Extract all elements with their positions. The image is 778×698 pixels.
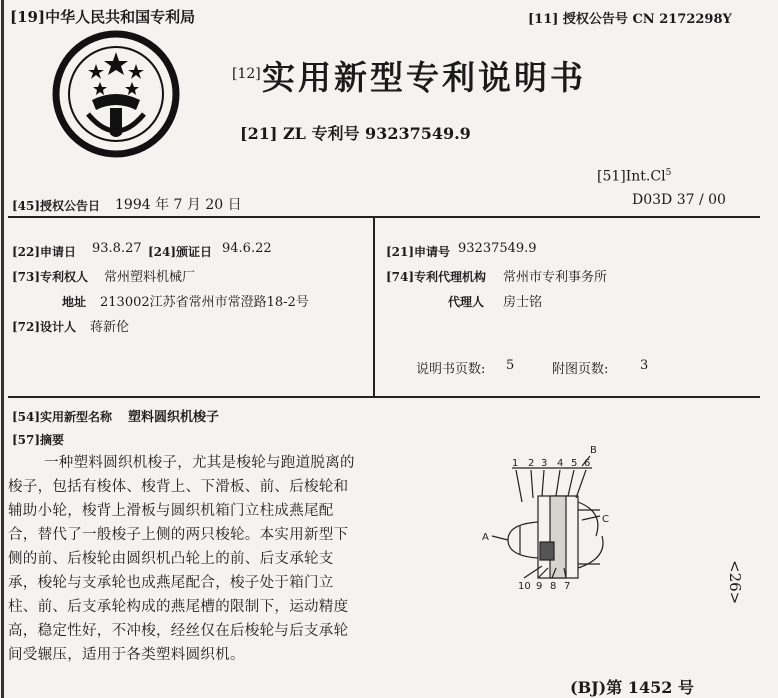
agency-label: [74]专利代理机构	[386, 270, 487, 284]
int-cl-edition: 5	[665, 168, 672, 178]
rule-middle	[373, 216, 375, 396]
application-date-label: [22]申请日	[12, 245, 77, 259]
agent-label: 代理人	[448, 295, 485, 309]
abstract-line: 侧的前、后梭轮由圆织机凸轮上的前、后支承轮支	[8, 551, 334, 567]
address: 213002江苏省常州市常澄路18-2号	[100, 295, 309, 310]
figure-pages: 3	[640, 358, 649, 373]
int-cl-label	[597, 168, 671, 185]
footer-document-number: (BJ)第 1452 号	[570, 678, 694, 697]
grant-date-label: [45]授权公告日	[12, 199, 101, 213]
shuttle-technical-drawing	[478, 440, 638, 592]
application-number-label: [21]申请号	[386, 245, 451, 259]
figure-label-2: 2	[528, 458, 535, 469]
patentee: 常州塑料机械厂	[104, 270, 196, 285]
abstract-line: 承，梭轮与支承轮也成燕尾配合，梭子处于箱门立	[8, 575, 334, 591]
publication-number: [11] 授权公告号 CN 2172298Y	[528, 12, 732, 27]
title-code: [12]	[232, 66, 261, 82]
figure-label-1: 1	[512, 458, 519, 469]
designer-label: [72]设计人	[12, 320, 77, 334]
patent-agency: 常州市专利事务所	[503, 270, 608, 285]
abstract-line: 柱、前、后支承轮构成的燕尾槽的限制下，运动精度	[8, 599, 349, 615]
address-label: 地址	[62, 295, 87, 309]
abstract-line: 辅助小轮，梭背上滑板与圆织机箱门立柱成燕尾配	[8, 503, 334, 519]
agent: 房士铭	[503, 295, 543, 310]
document-title: 实用新型专利说明书	[262, 58, 586, 97]
int-cl-text: [51]Int.Cl	[597, 168, 666, 185]
grant-date: 1994 年 7 月 20 日	[115, 197, 242, 213]
invention-name-label: [54]实用新型名称	[12, 410, 113, 424]
abstract-line: 高，稳定性好，不冲梭，经丝仅在后梭轮与后支承轮	[8, 623, 349, 639]
int-cl-code: D03D 37 / 00	[632, 192, 726, 208]
figure-label-b: B	[590, 445, 597, 456]
patentee-label: [73]专利权人	[12, 270, 89, 284]
certificate-date-label: [24]颁证日	[148, 245, 213, 259]
side-page-marker: <26>	[726, 560, 744, 605]
patent-office-header: [19]中华人民共和国专利局	[10, 8, 196, 26]
application-number: 93237549.9	[458, 241, 537, 256]
spec-pages-label: 说明书页数:	[416, 362, 486, 377]
figure-label-a: A	[482, 532, 489, 543]
abstract-line: 梭子，包括有梭体、梭背上、下滑板、前、后梭轮和	[8, 479, 349, 495]
spec-pages: 5	[506, 358, 515, 373]
abstract-line: 间受辗压，适用于各类塑料圆织机。	[8, 647, 245, 663]
figure-label-8: 8	[550, 581, 557, 592]
patent-number: [21] ZL 专利号 93237549.9	[240, 124, 471, 143]
application-date: 93.8.27	[92, 241, 142, 256]
figure-label-5: 5	[571, 458, 578, 469]
figure-label-c: C	[602, 514, 609, 525]
figure-label-9: 9	[536, 581, 543, 592]
figure-label-10: 10	[518, 581, 531, 592]
rule-top	[8, 216, 760, 218]
abstract-line: 合，替代了一般梭子上侧的两只梭轮。本实用新型下	[8, 527, 349, 543]
figure-label-7: 7	[564, 581, 571, 592]
invention-name: 塑料圆织机梭子	[128, 410, 220, 425]
certificate-date: 94.6.22	[222, 241, 272, 256]
patent-office-emblem	[52, 30, 180, 158]
binding-edge	[1, 0, 4, 698]
rule-bottom	[8, 396, 760, 398]
abstract-label: [57]摘要	[12, 433, 65, 447]
designer: 蒋新伦	[90, 320, 130, 335]
abstract-line: 一种塑料圆织机梭子，尤其是梭轮与跑道脱离的	[44, 455, 355, 471]
figure-label-6: 6	[584, 458, 591, 469]
figure-label-4: 4	[557, 458, 564, 469]
figure-label-3: 3	[541, 458, 548, 469]
figure-pages-label: 附图页数:	[552, 362, 609, 377]
